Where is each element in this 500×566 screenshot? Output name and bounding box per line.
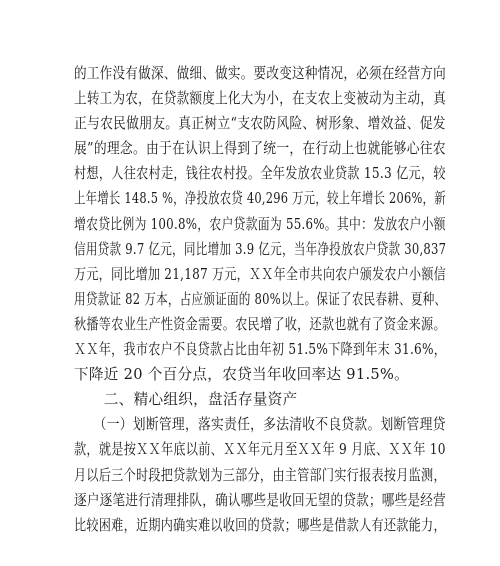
text-line: 秋播等农业生产性资金需要。农民增了收，还款也就有了资金来源。 bbox=[74, 315, 446, 333]
text-line: 展”的理念。由于在认识上得到了统一，在行动上也就能够心往农 bbox=[74, 140, 446, 158]
text-line: 正与农民做朋友。真正树立“支农防风险、树形象、增效益、促发 bbox=[74, 115, 446, 133]
text-line: ＸＸ年，我市农户不良贷款占比由年初 51.5%下降到年末 31.6%， bbox=[74, 341, 447, 359]
text-line: 信用贷款 9.7 亿元，同比增加 3.9 亿元，当年净投放农户贷款 30,837 bbox=[74, 240, 447, 258]
text-line: 用贷款证 82 万本，占应颁证面的 80%以上。保证了农民春耕、夏种、 bbox=[74, 290, 447, 308]
text-line: 上转工为农，在贷款额度上化大为小，在支农上变被动为主动，真 bbox=[74, 90, 446, 108]
section-heading: 二、精心组织，盘活存量资产 bbox=[74, 391, 298, 409]
text-line: 比较困难，近期内确实难以收回的贷款；哪些是借款人有还款能力， bbox=[74, 516, 446, 534]
document-body bbox=[74, 61, 446, 538]
text-line: 下降近 20 个百分点，农贷当年收回率达 91.5%。 bbox=[74, 366, 410, 384]
text-line: 增农贷比例为 100.8%，农户贷款面为 55.6%。其中：发放农户小额 bbox=[74, 215, 446, 233]
text-line: 上年增长 148.5 %，净投放农贷 40,296 万元，较上年增长 206%，新 bbox=[74, 190, 446, 208]
text-line: （一）划断管理，落实责任，多法清收不良贷款。划断管理贷 bbox=[74, 416, 446, 434]
text-line: 的工作没有做深、做细、做实。要改变这种情况，必须在经营方向 bbox=[74, 65, 446, 82]
text-line: 村想，人往农村走，钱往农村投。全年发放农业贷款 15.3 亿元，较 bbox=[74, 165, 446, 183]
text-line: 款，就是按ＸＸ年底以前、ＸＸ年元月至ＸＸ年 9 月底、ＸＸ年 10 bbox=[74, 441, 446, 459]
text-line: 逐户逐笔进行清理排队，确认哪些是收回无望的贷款；哪些是经营 bbox=[74, 491, 446, 509]
text-line: 月以后三个时段把贷款划为三部分，由主管部门实行报表按月监测， bbox=[74, 466, 446, 484]
text-line: 万元，同比增加 21,187 万元，ＸＸ年全市共向农户颁发农户小额信 bbox=[74, 265, 447, 283]
